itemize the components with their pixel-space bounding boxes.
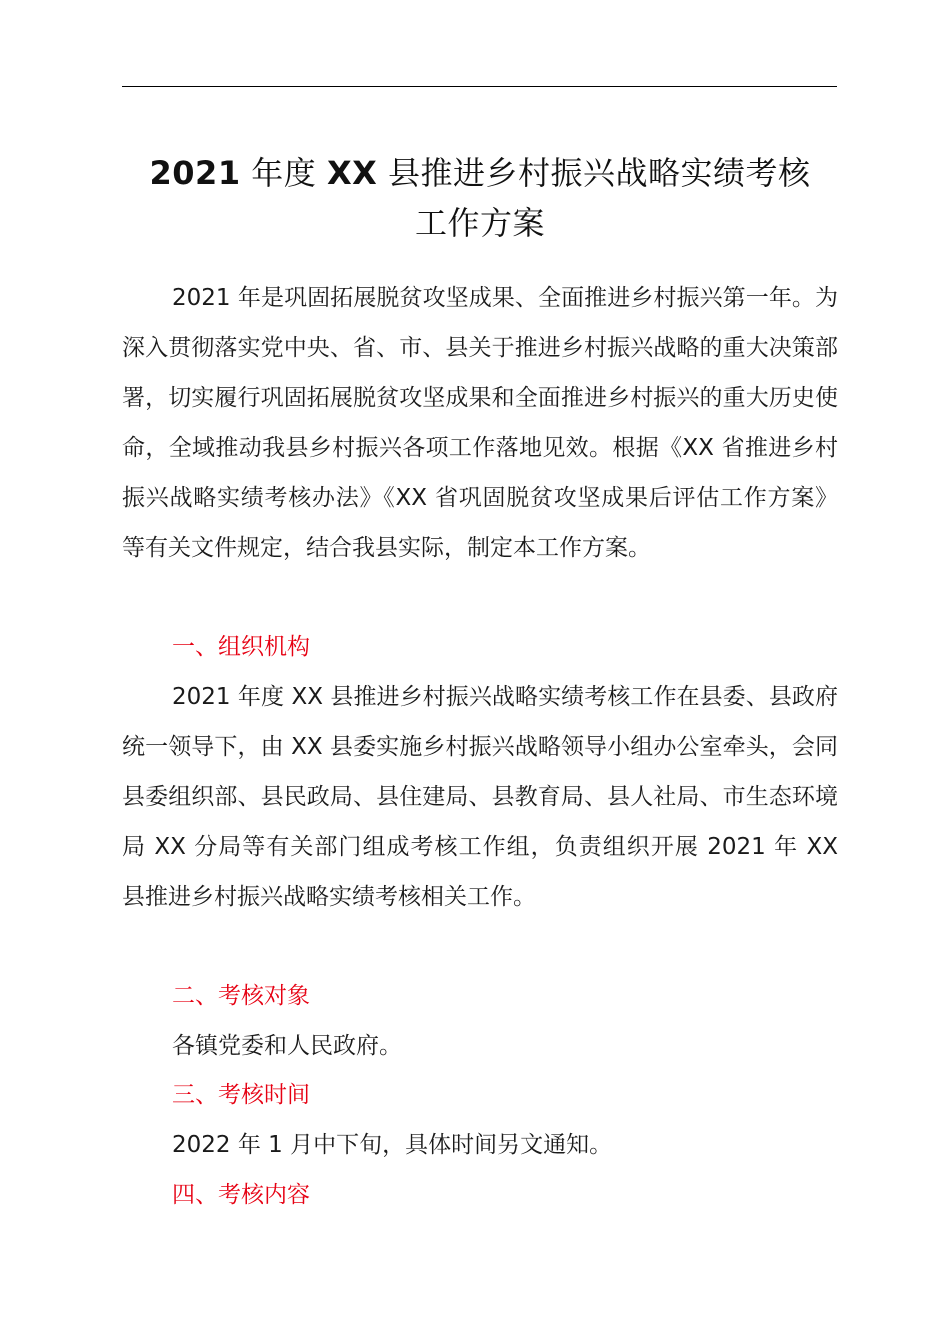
title-text-b: 县推进乡村振兴战略实绩考核	[377, 154, 811, 192]
section-content-1: 2021 年度 XX 县推进乡村振兴战略实绩考核工作在县委、县政府统一领导下，由 XX 县委实施乡村振兴战略领导小组办公室牵头，会同县委组织部、县民政局、县住建局、县教育局、县人社局、市生态环境局 XX 分局等有关部门组成考核工作组，负责组织开展 2021 年 XX 县推进乡村振兴战略实绩考核相关工作。	[122, 684, 838, 910]
section-content-3: 2022 年 1 月中下旬，具体时间另文通知。	[172, 1132, 613, 1158]
title-year: 2021	[149, 154, 241, 192]
section-heading-3: 三、考核时间	[172, 1082, 310, 1108]
title-county: XX	[326, 154, 378, 192]
document-title	[110, 148, 850, 248]
title-line-2: 工作方案	[414, 204, 545, 242]
title-line-1	[110, 148, 850, 198]
section-heading-1: 一、组织机构	[172, 634, 310, 660]
intro-paragraph: 2021 年是巩固拓展脱贫攻坚成果、全面推进乡村振兴第一年。为深入贯彻落实党中央、省、市、县关于推进乡村振兴战略的重大决策部署，切实履行巩固拓展脱贫攻坚成果和全面推进乡村振兴的重大历史使命，全域推动我县乡村振兴各项工作落地见效。根据《XX 省推进乡村振兴战略实绩考核办法》《XX 省巩固脱贫攻坚成果后评估工作方案》等有关文件规定，结合我县实际，制定本工作方案。	[122, 285, 838, 561]
section-heading-2: 二、考核对象	[172, 983, 310, 1009]
section-heading-4: 四、考核内容	[172, 1182, 310, 1208]
header-rule	[122, 86, 837, 87]
title-text-a: 年度	[240, 154, 327, 192]
section-content-2: 各镇党委和人民政府。	[172, 1033, 402, 1059]
